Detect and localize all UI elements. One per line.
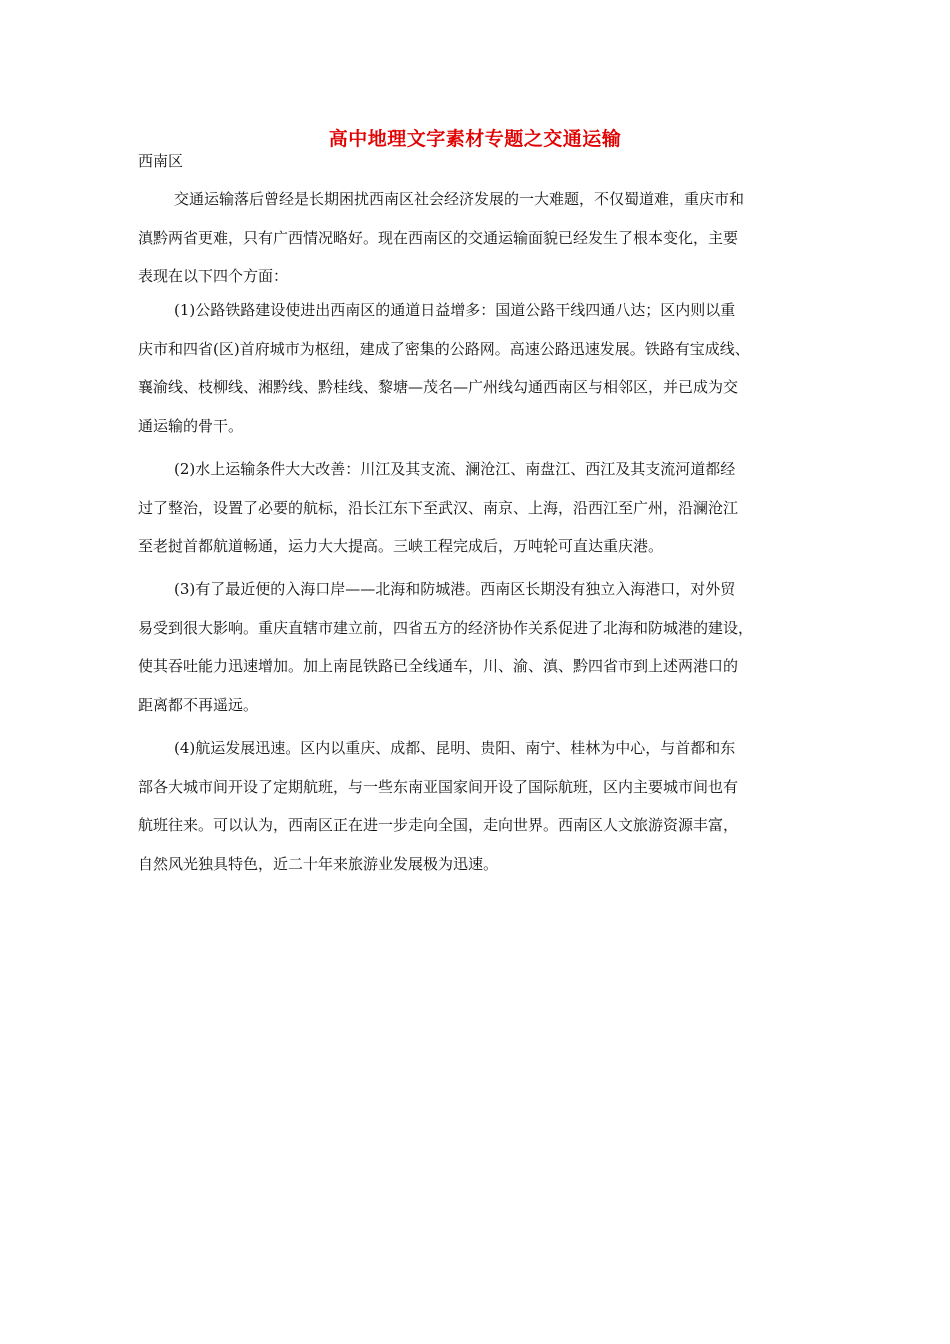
paragraph-line: 易受到很大影响。重庆直辖市建立前，四省五方的经济协作关系促进了北海和防城港的建设， <box>138 618 754 637</box>
paragraph-line: 表现在以下四个方面： <box>138 267 289 285</box>
paragraph-line: 滇黔两省更难，只有广西情况略好。现在西南区的交通运输面貌已经发生了根本变化，主要 <box>138 228 739 247</box>
paragraph-first-line: 交通运输落后曾经是长期困扰西南区社会经济发展的一大难题，不仅蜀道难，重庆市和 <box>174 190 745 208</box>
paragraph-first-line: (3)有了最近便的入海口岸——北海和防城港。西南区长期没有独立入海港口，对外贸 <box>174 580 736 598</box>
paragraph-line: 距离都不再遥远。 <box>138 695 259 714</box>
paragraph-line: 使其吞吐能力迅速增加。加上南昆铁路已全线通车，川、渝、滇、黔四省市到上述两港口的 <box>138 657 739 675</box>
section-heading: 西南区 <box>138 152 184 170</box>
paragraph-line: 自然风光独具特色，近二十年来旅游业发展极为迅速。 <box>138 854 499 873</box>
paragraph-line: 襄渝线、枝柳线、湘黔线、黔桂线、黎塘—茂名—广州线勾通西南区与相邻区，并已成为交 <box>138 378 739 396</box>
paragraph-line: 通运输的骨干。 <box>138 416 244 435</box>
paragraph-line: 过了整治，设置了必要的航标，沿长江东下至武汉、南京、上海，沿西江至广州，沿澜沧江 <box>138 498 739 517</box>
document-title: 高中地理文字素材专题之交通运输 <box>328 128 622 150</box>
paragraph-first-line: (4)航运发展迅速。区内以重庆、成都、昆明、贵阳、南宁、桂林为中心，与首都和东 <box>174 739 736 757</box>
paragraph-first-line: (1)公路铁路建设使进出西南区的通道日益增多：国道公路干线四通八达；区内则以重 <box>174 301 736 319</box>
paragraph-line: 航班往来。可以认为，西南区正在进一步走向全国，走向世界。西南区人文旅游资源丰富， <box>138 816 739 834</box>
paragraph-first-line: (2)水上运输条件大大改善：川江及其支流、澜沧江、南盘江、西江及其支流河道都经 <box>174 460 736 478</box>
paragraph-line: 庆市和四省(区)首府城市为枢纽，建成了密集的公路网。高速公路迅速发展。铁路有宝成线、 <box>138 339 750 358</box>
paragraph-line: 部各大城市间开设了定期航班，与一些东南亚国家间开设了国际航班，区内主要城市间也有 <box>138 777 739 796</box>
paragraph-line: 至老挝首都航道畅通，运力大大提高。三峡工程完成后，万吨轮可直达重庆港。 <box>138 537 664 555</box>
